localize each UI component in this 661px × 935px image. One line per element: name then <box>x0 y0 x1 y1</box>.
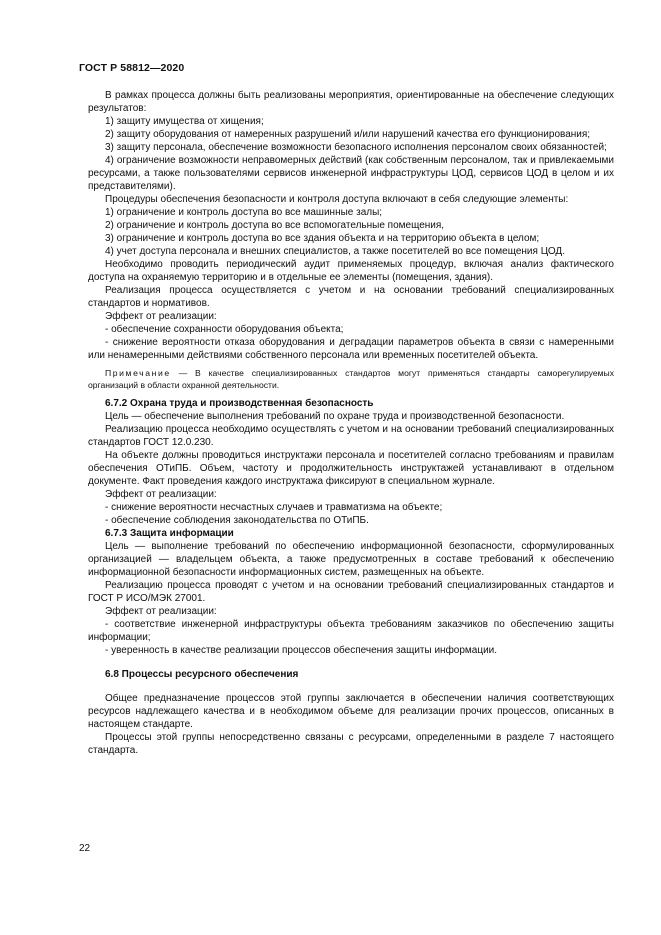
paragraph: Эффект от реализации: <box>105 489 217 500</box>
document-body <box>88 89 614 757</box>
section-heading-6-7-2: 6.7.2 Охрана труда и производственная безопасность <box>105 398 374 409</box>
list-item: 4) учет доступа персонала и внешних специалистов, а также посетителей во все помещения ЦОД. <box>105 246 565 257</box>
section-heading-6-8: 6.8 Процессы ресурсного обеспечения <box>105 669 299 680</box>
list-item: 3) ограничение и контроль доступа во все здания объекта и на территорию объекта в целом; <box>105 233 540 244</box>
note-text: — В качестве специализированных стандартов могут применяться стандарты саморегулируемых организаций в области охранной деятельности. <box>88 368 614 390</box>
note <box>88 368 614 391</box>
paragraph: Общее предназначение процессов этой группы заключается в обеспечении наличия соответствующих ресурсов надлежащего качества и в необходимом объеме для реализации прочих процессов, описанных в настоящем стандарте. <box>88 693 614 730</box>
dash-item: - соответствие инженерной инфраструктуры объекта требованиям заказчиков по обеспечению защиты информации; <box>88 619 614 643</box>
paragraph: Реализацию процесса проводят с учетом и на основании требований специализированных стандартов и ГОСТ Р ИСО/МЭК 27001. <box>88 580 614 604</box>
paragraph: Эффект от реализации: <box>105 311 217 322</box>
dash-item: - снижение вероятности отказа оборудования и деградации параметров объекта в связи с намеренными или ненамеренными действиями собственного персонала или временных посетителей объекта. <box>88 337 614 361</box>
dash-item: - уверенность в качестве реализации процессов обеспечения защиты информации. <box>105 645 498 656</box>
dash-item: - обеспечение сохранности оборудования объекта; <box>105 324 344 335</box>
dash-item: - обеспечение соблюдения законодательства по ОТиПБ. <box>105 515 369 526</box>
paragraph: Эффект от реализации: <box>105 606 217 617</box>
list-item: 2) защиту оборудования от намеренных разрушений и/или нарушений качества его функционирования; <box>105 129 591 140</box>
paragraph: Процедуры обеспечения безопасности и контроля доступа включают в себя следующие элементы: <box>105 194 569 205</box>
document-header: ГОСТ Р 58812—2020 <box>79 62 185 74</box>
note-label: Примечание <box>105 368 171 378</box>
list-item: 3) защиту персонала, обеспечение возможности безопасного исполнения персоналом своих обязанностей; <box>105 142 607 153</box>
paragraph: В рамках процесса должны быть реализованы мероприятия, ориентированные на обеспечение следующих результатов: <box>88 90 614 114</box>
paragraph: Реализацию процесса необходимо осуществлять с учетом и на основании требований специализированных стандартов ГОСТ 12.0.230. <box>88 424 614 448</box>
list-item: 4) ограничение возможности неправомерных действий (как собственным персоналом, так и привлекаемыми ресурсами, а также пользователями сервисов инженерной инфраструктуры ЦОД, сервисов ЦОД в целом и их представителями). <box>88 155 614 192</box>
list-item: 1) ограничение и контроль доступа во все машинные залы; <box>105 207 383 218</box>
paragraph: Необходимо проводить периодический аудит применяемых процедур, включая анализ фактического доступа на охраняемую территорию и в отдельные ее элементы (помещения, здания). <box>88 259 614 283</box>
paragraph: На объекте должны проводиться инструктажи персонала и посетителей согласно требованиям и правилам обеспечения ОТиПБ. Объем, частоту и продолжительность инструктажей устанавливают в отдельном документе. Факт проведения каждого инструктажа фиксируют в специальном журнале. <box>88 450 614 487</box>
paragraph: Процессы этой группы непосредственно связаны с ресурсами, определенными в разделе 7 настоящего стандарта. <box>88 732 614 756</box>
page-number: 22 <box>79 843 91 854</box>
paragraph: Цель — выполнение требований по обеспечению информационной безопасности, сформулированных организацией — владельцем объекта, а также предусмотренных в составе требований к обеспечению информационной безопасности информационных систем, размещенных на объекте. <box>88 541 614 578</box>
list-item: 1) защиту имущества от хищения; <box>105 116 264 127</box>
section-heading-6-7-3: 6.7.3 Защита информации <box>105 528 234 539</box>
dash-item: - снижение вероятности несчастных случаев и травматизма на объекте; <box>105 502 443 513</box>
paragraph: Реализация процесса осуществляется с учетом и на основании требований специализированных стандартов и нормативов. <box>88 285 614 309</box>
paragraph: Цель — обеспечение выполнения требований по охране труда и производственной безопасности. <box>105 411 565 422</box>
list-item: 2) ограничение и контроль доступа во все вспомогательные помещения, <box>105 220 445 231</box>
